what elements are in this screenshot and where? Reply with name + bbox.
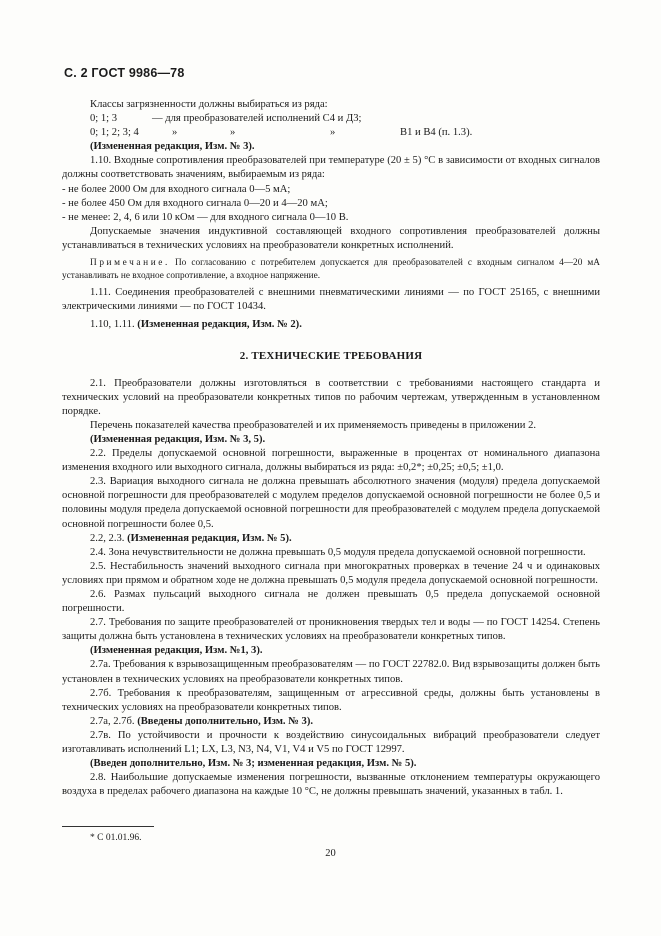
clause-2-1: 2.1. Преобразователи должны изготовляться в соответствии с требованиями настоящего стандарта и технических условий на преобразователи конкретных типов по рабочим чертежам, утвержденным в установленном порядке. bbox=[62, 377, 600, 417]
amendment-note: (Введен дополнительно, Изм. № 3; измененная редакция, Изм. № 5). bbox=[90, 758, 417, 770]
class-row-1 bbox=[62, 112, 600, 126]
clause-1-11: 1.11. Соединения преобразователей с внешними пневматическими линиями — по ГОСТ 25165, с внешними электрическими линиями — по ГОСТ 10434. bbox=[62, 287, 600, 313]
note-text: По согласованию с потребителем допускается для преобразователей с входным сигналом 4—20 мА устанавливать не входное сопротивление, а входное напряжение. bbox=[62, 258, 600, 281]
clause-1-10: 1.10. Входные сопротивления преобразователей при температуре (20 ± 5) °С в зависимости от входных сигналов должны соответствовать значениям, выбираемым из ряда: bbox=[62, 155, 600, 181]
amendment-line bbox=[62, 715, 600, 729]
amendment-note: (Измененная редакция, Изм. № 3). bbox=[90, 141, 255, 153]
clause-2-6: 2.6. Размах пульсаций выходного сигнала не должен превышать 0,5 предела допускаемой основной погрешности. bbox=[62, 589, 600, 615]
clause-2-1-list: Перечень показателей качества преобразователей и их применяемость приведены в приложении 2. bbox=[90, 419, 537, 431]
page-body bbox=[62, 98, 600, 799]
clause-2-7: 2.7. Требования по защите преобразователей от проникновения твердых тел и воды — по ГОСТ 14254. Степень защиты должна быть установлена в технических условиях на преобразователи конкретных типов. bbox=[62, 617, 600, 643]
section-title: 2. ТЕХНИЧЕСКИЕ ТРЕБОВАНИЯ bbox=[239, 349, 423, 362]
class-row-2 bbox=[62, 126, 600, 140]
amendment-note: (Измененная редакция, Изм. №1, 3). bbox=[90, 645, 263, 657]
ditto-mark: » bbox=[172, 127, 178, 139]
clause-2-7v: 2.7в. По устойчивости и прочности к воздействию синусоидальных вибраций преобразователи следует изготавливать исполнений L1; LX, L3, N3, N4, V1, V4 и V5 по ГОСТ 12997. bbox=[62, 729, 600, 756]
clause-2-4: 2.4. Зона нечувствительности не должна превышать 0,5 модуля предела допускаемой основной погрешности. bbox=[90, 546, 586, 558]
clause-refs: 1.10, 1.11. bbox=[90, 319, 135, 331]
amendment-line bbox=[62, 532, 600, 546]
class-text: В1 и В4 (п. 1.3). bbox=[400, 127, 473, 139]
list-item: - не менее: 2, 4, 6 или 10 кОм — для входного сигнала 0—10 В. bbox=[62, 211, 349, 223]
page-number: 20 bbox=[325, 848, 336, 859]
note-label: Примечание. bbox=[90, 258, 170, 269]
amendment-line bbox=[62, 318, 600, 332]
inductive-paragraph: Допускаемые значения индуктивной составляющей входного сопротивления преобразователей должны устанавливаться в технических условиях на преобразователи конкретных исполнений. bbox=[62, 225, 600, 251]
clause-2-7b: 2.7б. Требования к преобразователям, защищенным от агрессивной среды, должны быть установлены в технических условиях на преобразователи конкретных типов. bbox=[62, 687, 600, 713]
running-head: С. 2 ГОСТ 9986—78 bbox=[64, 66, 185, 80]
clause-2-7a: 2.7а. Требования к взрывозащищенным преобразователям — по ГОСТ 22782.0. Вид взрывозащиты должен быть установлен в технических условиях на преобразователи конкретных типов. bbox=[62, 659, 600, 685]
ditto-mark: » bbox=[330, 127, 336, 139]
amendment-note: (Измененная редакция, Изм. № 5). bbox=[127, 532, 292, 544]
clause-2-8: 2.8. Наибольшие допускаемые изменения погрешности, вызванные отклонением температуры окружающего воздуха в пределах рабочего диапазона на каждые 10 °С, не должны превышать значений, указанных в табл. 1. bbox=[62, 772, 600, 798]
classes-intro: Классы загрязненности должны выбираться из ряда: bbox=[90, 99, 328, 110]
clause-refs: 2.7а, 2.7б. bbox=[90, 715, 135, 727]
footnote-rule bbox=[62, 826, 154, 827]
ditto-mark: » bbox=[230, 127, 236, 139]
amendment-note: (Введены дополнительно, Изм. № 3). bbox=[137, 715, 313, 727]
class-text: — для преобразователей исполнений С4 и Д3; bbox=[152, 113, 362, 125]
note-paragraph bbox=[62, 257, 600, 282]
clause-2-3: 2.3. Вариация выходного сигнала не должна превышать абсолютного значения (модуля) предела допускаемой основной погрешности для преобразователей с модулем пределов допускаемой основной погрешности не более 0,5 и половины модуля предела допускаемой основной погрешности для преобразователей с модулем предела допускаемой основной погрешности более 0,5. bbox=[62, 476, 600, 530]
clause-2-5: 2.5. Нестабильность значений выходного сигнала при многократных проверках в течение 24 ч и одинаковых условиях при прямом и обратном ходе не должна превышать 0,5 модуля предела допускаемой основной погрешности. bbox=[62, 560, 600, 586]
amendment-note: (Измененная редакция, Изм. № 3, 5). bbox=[90, 433, 266, 445]
class-values: 0; 1; 2; 3; 4 bbox=[90, 127, 139, 139]
amendment-note: (Измененная редакция, Изм. № 2). bbox=[137, 319, 302, 331]
list-item: - не более 450 Ом для входного сигнала 0—20 и 4—20 мА; bbox=[62, 197, 328, 209]
footnote: * С 01.01.96. bbox=[90, 833, 142, 843]
clause-refs: 2.2, 2.3. bbox=[90, 532, 125, 544]
class-values: 0; 1; 3 bbox=[90, 113, 118, 125]
list-item: - не более 2000 Ом для входного сигнала 0—5 мА; bbox=[62, 183, 291, 195]
clause-2-2: 2.2. Пределы допускаемой основной погрешности, выраженные в процентах от номинального диапазона изменения входного или выходного сигнала, должны выбираться из ряда: ±0,2*; ±0,25; ±0,5; ±1,0. bbox=[62, 448, 600, 474]
